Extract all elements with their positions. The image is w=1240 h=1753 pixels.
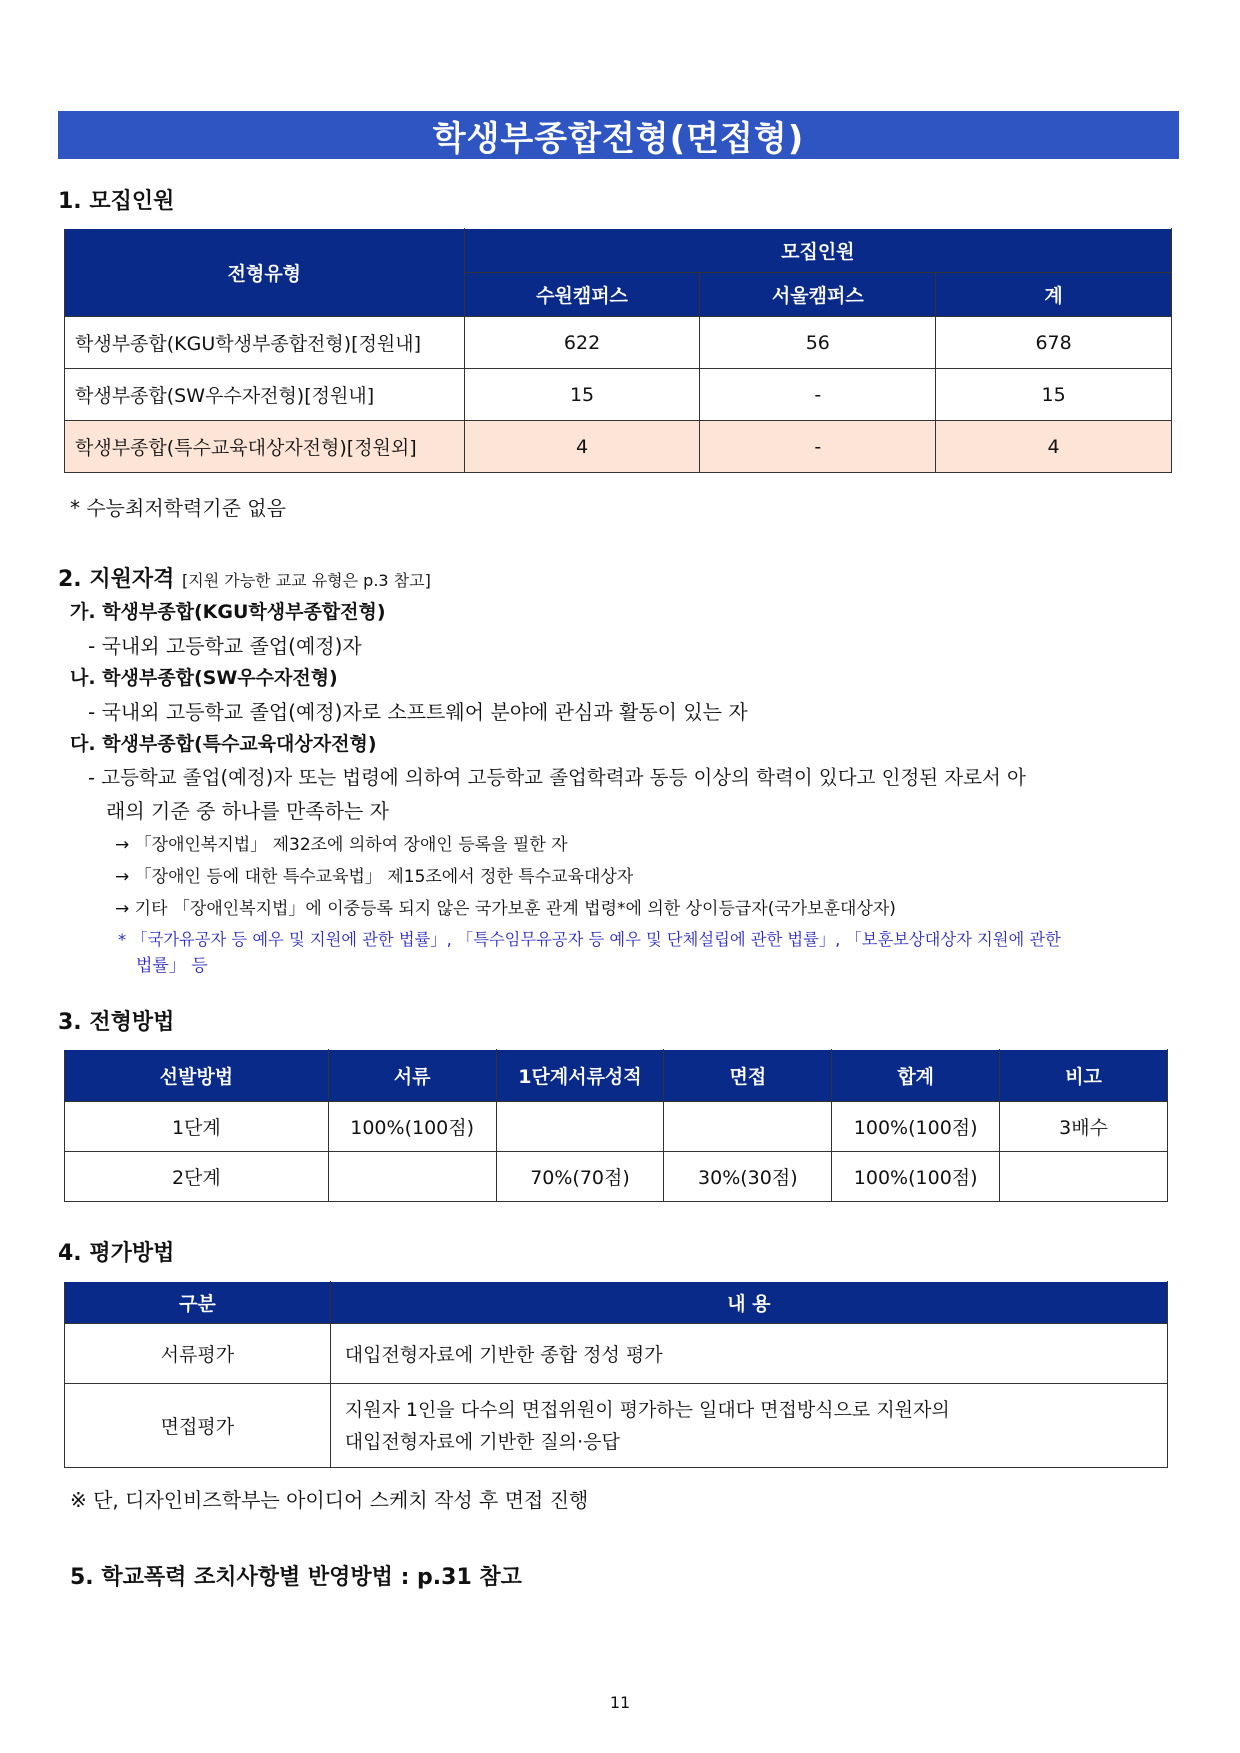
- section5-heading: 5. 학교폭력 조치사항별 반영방법 : p.31 참고: [70, 1565, 522, 1590]
- qualification-c-footnote-2: 법률」 등: [136, 956, 208, 976]
- cell: 2단계: [65, 1152, 329, 1202]
- cell: 서류평가: [65, 1324, 331, 1384]
- col-category-header: 구분: [65, 1282, 331, 1324]
- cell: 3배수: [1000, 1102, 1168, 1152]
- table-row: [65, 1152, 1168, 1202]
- qualification-c-item-1: → 「장애인복지법」 제32조에 의하여 장애인 등록을 필한 자: [115, 835, 568, 855]
- qualification-c-title: 다. 학생부종합(특수교육대상자전형): [70, 733, 377, 755]
- row-suwon: 622: [464, 317, 700, 369]
- qualification-b-text: - 국내외 고등학교 졸업(예정)자로 소프트웨어 분야에 관심과 활동이 있는 자: [88, 700, 748, 724]
- col-interview-header: 면접: [664, 1050, 832, 1102]
- cell: 면접평가: [65, 1384, 331, 1468]
- evaluation-table: [64, 1281, 1168, 1468]
- content-line: 대입전형자료에 기반한 질의·응답: [344, 1430, 620, 1453]
- row-seoul: 56: [700, 317, 936, 369]
- section1-note: * 수능최저학력기준 없음: [70, 496, 286, 520]
- cell: [328, 1152, 496, 1202]
- cell: [1000, 1152, 1168, 1202]
- cell: [496, 1102, 664, 1152]
- col-content-header: 내 용: [330, 1282, 1167, 1324]
- col-method-header: 선발방법: [65, 1050, 329, 1102]
- qualification-c-item-2: → 「장애인 등에 대한 특수교육법」 제15조에서 정한 특수교육대상자: [115, 867, 634, 887]
- row-seoul: -: [700, 369, 936, 421]
- section2-heading: [58, 562, 431, 593]
- row-total: 15: [936, 369, 1172, 421]
- col-sum-header: 합계: [832, 1050, 1000, 1102]
- table-row: [65, 1384, 1168, 1468]
- section4-note: ※ 단, 디자인비즈학부는 아이디어 스케치 작성 후 면접 진행: [70, 1488, 589, 1512]
- page-number: 11: [609, 1693, 631, 1712]
- cell: 대입전형자료에 기반한 종합 정성 평가: [330, 1324, 1167, 1384]
- cell: 100%(100점): [832, 1102, 1000, 1152]
- col-type-header: 전형유형: [65, 229, 465, 317]
- qualification-c-text-2: 래의 기준 중 하나를 만족하는 자: [106, 799, 389, 823]
- col-group-header: 모집인원: [464, 229, 1171, 273]
- qualification-a-title: 가. 학생부종합(KGU학생부종합전형): [70, 601, 386, 623]
- row-type: 학생부종합(KGU학생부종합전형)[정원내]: [65, 317, 465, 369]
- page-title: 학생부종합전형(면접형): [58, 111, 1179, 159]
- section2-title: 2. 지원자격: [58, 567, 175, 592]
- row-type: 학생부종합(특수교육대상자전형)[정원외]: [65, 421, 465, 473]
- table-row: [65, 421, 1172, 473]
- cell: 100%(100점): [832, 1152, 1000, 1202]
- row-seoul: -: [700, 421, 936, 473]
- cell: 100%(100점): [328, 1102, 496, 1152]
- col-stage1-header: 1단계서류성적: [496, 1050, 664, 1102]
- table-row: [65, 1102, 1168, 1152]
- row-type: 학생부종합(SW우수자전형)[정원내]: [65, 369, 465, 421]
- table-row: [65, 369, 1172, 421]
- col-total-header: 계: [936, 273, 1172, 317]
- qualification-b-title: 나. 학생부종합(SW우수자전형): [70, 667, 338, 689]
- section1-heading: 1. 모집인원: [58, 189, 175, 214]
- qualification-c-text-1: - 고등학교 졸업(예정)자 또는 법령에 의하여 고등학교 졸업학력과 동등 이상의 학력이 있다고 인정된 자로서 아: [88, 766, 1026, 789]
- row-total: 4: [936, 421, 1172, 473]
- cell: [664, 1102, 832, 1152]
- row-suwon: 4: [464, 421, 700, 473]
- section2-note: [지원 가능한 교교 유형은 p.3 참고]: [182, 571, 431, 590]
- col-suwon-header: 수원캠퍼스: [464, 273, 700, 317]
- row-suwon: 15: [464, 369, 700, 421]
- col-docs-header: 서류: [328, 1050, 496, 1102]
- qualification-c-footnote-1: * 「국가유공자 등 예우 및 지원에 관한 법률」, 「특수임무유공자 등 예우 및 단체설립에 관한 법률」, 「보훈보상대상자 지원에 관한: [118, 930, 1061, 949]
- row-total: 678: [936, 317, 1172, 369]
- qualification-a-text: - 국내외 고등학교 졸업(예정)자: [88, 634, 362, 658]
- section3-heading: 3. 전형방법: [58, 1010, 175, 1035]
- qualification-c-item-3: → 기타 「장애인복지법」에 이중등록 되지 않은 국가보훈 관계 법령*에 의한 상이등급자(국가보훈대상자): [115, 899, 896, 919]
- selection-method-table: [64, 1049, 1168, 1202]
- col-remark-header: 비고: [1000, 1050, 1168, 1102]
- col-seoul-header: 서울캠퍼스: [700, 273, 936, 317]
- cell: [330, 1384, 1167, 1468]
- recruitment-table: [64, 228, 1172, 473]
- cell: 1단계: [65, 1102, 329, 1152]
- table-row: [65, 317, 1172, 369]
- content-line: 지원자 1인을 다수의 면접위원이 평가하는 일대다 면접방식으로 지원자의: [344, 1398, 950, 1421]
- section4-heading: 4. 평가방법: [58, 1241, 175, 1266]
- cell: 30%(30점): [664, 1152, 832, 1202]
- table-row: [65, 1324, 1168, 1384]
- cell: 70%(70점): [496, 1152, 664, 1202]
